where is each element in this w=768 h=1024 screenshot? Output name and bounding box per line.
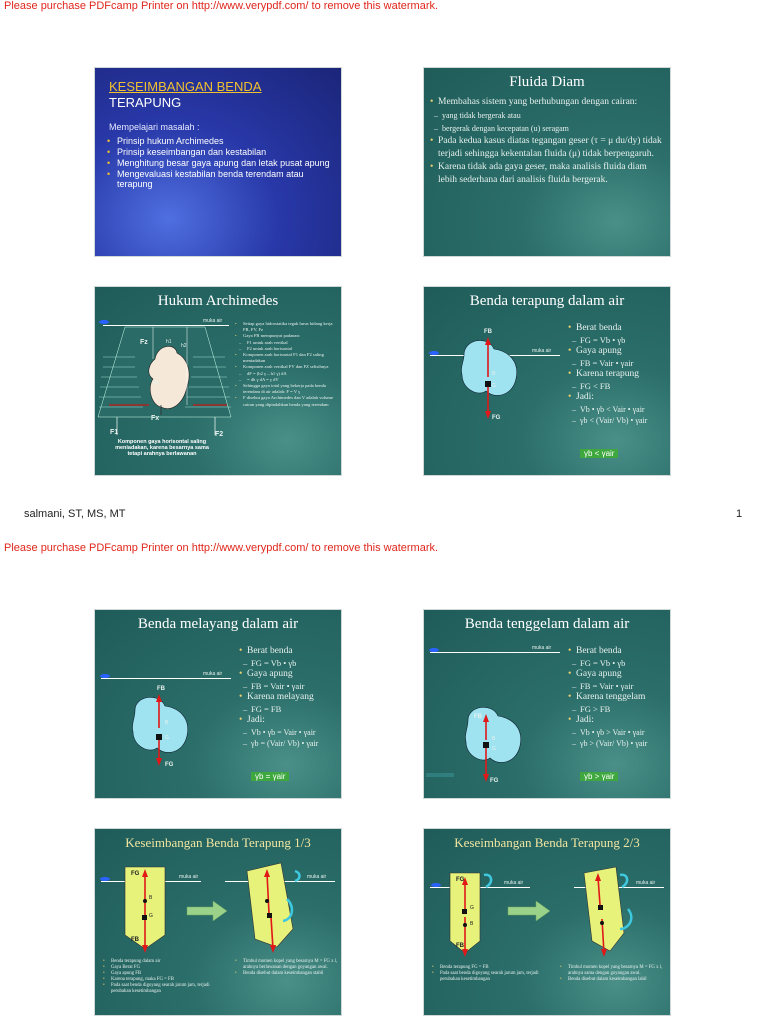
slide-heading: Fluida Diam (509, 74, 585, 90)
list-item: – dF = (h2 γ – h1 γ) dA (235, 371, 339, 377)
label-b: B (470, 921, 474, 927)
surface-label: muka air (307, 874, 327, 880)
list-item: – FG = Vb • γb (568, 335, 668, 347)
label-b: B (165, 720, 169, 726)
list-item: • Berat benda (239, 646, 339, 658)
slide-lead: Mempelajari masalah : (109, 122, 200, 132)
surface-label: muka air (203, 671, 223, 677)
list-item: – FB = Vair • γair (239, 681, 339, 693)
notes-list (235, 321, 339, 408)
label-h1: h1 (166, 339, 172, 345)
label-g: G (470, 905, 474, 911)
formula-list (568, 646, 668, 750)
list-item: – Vb • γb < Vair • γair (568, 404, 668, 416)
label-f1: F1 (110, 429, 119, 436)
right-notes (235, 959, 339, 977)
label-b: B (492, 736, 496, 742)
list-item: • Timbul momen kopel yang besarnya M = FG x l, arahnya berlawanan dengan goyangan awal. (235, 959, 339, 971)
slide-heading: Keseimbangan Benda Terapung 1/3 (125, 835, 311, 850)
list-item: • Gaya FR mempunyai padanan: (235, 333, 339, 339)
label-g: G (492, 383, 496, 389)
label-fg: FG (456, 877, 465, 883)
label-g: G (149, 913, 153, 919)
list-item: – γb > (Vair/ Vb) • γair (568, 738, 668, 750)
list-item: • Berat benda (568, 646, 668, 658)
label-fg: FG (490, 778, 499, 784)
list-item: • Benda disebut dalam keseimbangan labil (560, 977, 666, 983)
surface-label: muka air (179, 874, 199, 880)
topic-list (107, 136, 337, 190)
list-item: • Mengevaluasi kestabilan benda terendam atau terapung (107, 169, 337, 189)
slide-benda-melayang (95, 610, 341, 798)
list-item: • Karena tidak ada gaya geser, maka analisis fluida diam lebih sederhana dari analisis fluida bergerak. (430, 161, 662, 187)
list-item: • Prinsip keseimbangan dan kestabilan (107, 147, 337, 157)
label-f2: F2 (215, 431, 224, 438)
list-item: • Jadi: (568, 392, 668, 404)
label-fb: FB (131, 937, 139, 943)
label-fb: FB (474, 714, 482, 720)
unstable-equilibrium-diagram (424, 829, 670, 1015)
label-g: G (165, 735, 169, 741)
list-item: • Membahas sistem yang berhubungan dengan cairan: (430, 96, 662, 109)
label-dh: dh (153, 380, 159, 386)
list-item: • Berat benda (568, 323, 668, 335)
slide-heading: Benda terapung dalam air (469, 293, 625, 309)
list-item: – F2 untuk arah horisontal (235, 346, 339, 352)
surface-label: muka air (636, 880, 656, 886)
slide-heading: Hukum Archimedes (157, 293, 279, 309)
list-item: • Komponen arah vertikal FV dan FZ selisihnya (235, 364, 339, 370)
surface-label: muka air (203, 318, 223, 324)
slide-benda-tenggelam (424, 610, 670, 798)
list-item: • Jadi: (568, 715, 668, 727)
label-fg: FG (165, 762, 174, 768)
slide-title-line1: KESEIMBANGAN BENDA (109, 79, 262, 94)
right-notes (560, 965, 666, 983)
list-item: – = dh γ dA = γ dV (235, 377, 339, 383)
surface-label: muka air (532, 645, 552, 651)
slide-title-line2: TERAPUNG (109, 95, 182, 110)
list-item: • Benda disebut dalam keseimbangan stabil (235, 971, 339, 977)
slide-keseimbangan-1 (95, 829, 341, 1015)
list-item: – Vb • γb > Vair • γair (568, 727, 668, 739)
formula-list (568, 323, 668, 427)
list-item: • Prinsip hukum Archimedes (107, 136, 337, 146)
label-fb: FB (484, 329, 492, 335)
slide-heading: Benda tenggelam dalam air (464, 616, 630, 632)
list-item: – FG < FB (568, 381, 668, 393)
footer-author: salmani, ST, MS, MT (24, 508, 126, 520)
label-g: G (492, 746, 496, 752)
formula-list (239, 646, 339, 750)
list-item: – γb < (Vair/ Vb) • γair (568, 415, 668, 427)
label-fz: Fz (140, 339, 148, 346)
list-item: – FG = Vb • γb (568, 658, 668, 670)
label-h2: h2 (181, 343, 187, 349)
list-item: – FB = Vair • γair (568, 358, 668, 370)
list-item: – FG > FB (568, 704, 668, 716)
list-item: • Sehingga gaya total yang bekerja pada benda terendam di air adalah: F = V γ (235, 383, 339, 395)
list-item: • Benda terapung dalam air (103, 959, 213, 965)
list-item: • Gaya apung FB (103, 971, 213, 977)
list-item: • Komponen arah horisontal F1 dan F2 saling meniadakan (235, 352, 339, 364)
label-b: B (149, 895, 153, 901)
list-item: • Setiap gaya hidrostatika tegak lurus bidang kerja FR, FV, Fz (235, 321, 339, 333)
list-item: – Vb • γb = Vair • γair (239, 727, 339, 739)
list-item: • Pada kedua kasus diatas tegangan geser (τ = μ du/dy) tidak terjadi sehingga kekentalan fluida (μ) tidak berpengaruh. (430, 135, 662, 161)
list-item: – bergerak dengan kecepatan (u) seragam (430, 122, 662, 135)
list-item: • Karena melayang (239, 692, 339, 704)
bullet-list (430, 96, 662, 187)
watermark-top: Please purchase PDFcamp Printer on http://www.verypdf.com/ to remove this watermark. (4, 0, 439, 12)
list-item: • Gaya apung (568, 669, 668, 681)
slide-fluida-diam (424, 68, 670, 256)
list-item: – F1 untuk arah vertikal (235, 340, 339, 346)
list-item: – FG = FB (239, 704, 339, 716)
diagram-caption: Komponen gaya horisontal saling meniadakan, karena besarnya sama tetapi arahnya berlawanan (115, 439, 209, 457)
list-item: • Karena tenggelam (568, 692, 668, 704)
list-item: • Pada saat benda digoyang searah jarum jam, terjadi perubahan kesetimbangan (103, 983, 213, 995)
label-fg: FG (492, 415, 501, 421)
conclusion-box: γb > γair (580, 772, 618, 781)
watermark-middle: Please purchase PDFcamp Printer on http://www.verypdf.com/ to remove this watermark. (4, 542, 439, 554)
list-item: • Karena terapung (568, 369, 668, 381)
left-notes (103, 959, 213, 995)
list-item: • Benda terapung FG = FB (432, 965, 544, 971)
slide-heading: Keseimbangan Benda Terapung 2/3 (454, 835, 640, 850)
slide-benda-terapung (424, 287, 670, 475)
list-item: • Gaya Berat FG (103, 965, 213, 971)
list-item: • F disebut gaya Archimedes dan V adalah volume cairan yang dipindahkan benda yang terendam (235, 395, 339, 407)
label-fx: Fx (151, 415, 160, 422)
label-fb: FB (157, 686, 165, 692)
surface-label: muka air (504, 880, 524, 886)
slide-hukum-archimedes (95, 287, 341, 475)
list-item: – FG = Vb • γb (239, 658, 339, 670)
list-item: • Gaya apung (568, 346, 668, 358)
slide-heading: Benda melayang dalam air (137, 616, 299, 632)
list-item: – yang tidak bergerak atau (430, 109, 662, 122)
conclusion-box: γb = γair (251, 772, 289, 781)
list-item: • Timbul momen kopel yang besarnya M = FG x l, arahnya sama dengan goyangan awal. (560, 965, 666, 977)
list-item: • Pada saat benda digoyang searah jarum jam, terjadi perubahan kesetimbangan (432, 971, 544, 983)
list-item: • Jadi: (239, 715, 339, 727)
surface-label: muka air (532, 348, 552, 354)
slide-title (95, 68, 341, 256)
conclusion-box: γb < γair (580, 449, 618, 458)
list-item: • Gaya apung (239, 669, 339, 681)
list-item: • Menghitung besar gaya apung dan letak pusat apung (107, 158, 337, 168)
label-b: B (492, 371, 496, 377)
slide-keseimbangan-2 (424, 829, 670, 1015)
list-item: • Karena terapung, maka FG = FB (103, 977, 213, 983)
list-item: – γb = (Vair/ Vb) • γair (239, 738, 339, 750)
left-notes (432, 965, 544, 983)
list-item: – FB = Vair • γair (568, 681, 668, 693)
footer-page-number: 1 (736, 508, 743, 520)
label-fg: FG (131, 871, 140, 877)
label-fb: FB (456, 943, 464, 949)
